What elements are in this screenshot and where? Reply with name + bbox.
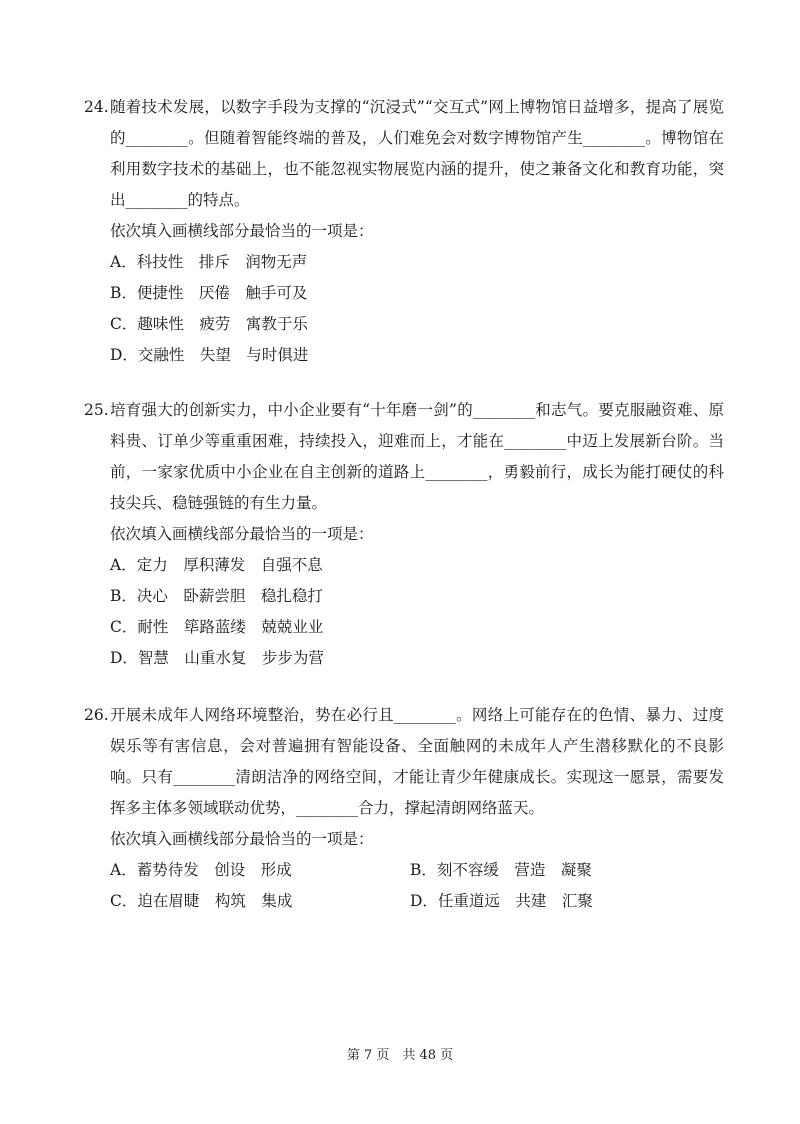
- question-stem: [84, 395, 724, 519]
- option-c[interactable]: C．迫在眉睫 构筑 集成: [110, 892, 293, 910]
- option-a[interactable]: A．科技性 排斥 润物无声: [110, 253, 308, 271]
- option-row: [84, 855, 724, 886]
- question-text: 培育强大的创新实力，中小企业要有“十年磨一剑”的________和志气。要克服融资难、原料贵、订单少等重重困难，持续投入，迎难而上，才能在________中迈上发展新台阶。当前，一家家优质中小企业在自主创新的道路上________，勇毅前行，成长为能打硬仗的科技尖兵、稳链强链的有生力量。: [110, 401, 724, 512]
- option-b[interactable]: B．便捷性 厌倦 触手可及: [110, 284, 308, 302]
- option-c[interactable]: C．耐性 筚路蓝缕 兢兢业业: [110, 618, 324, 636]
- option-d[interactable]: D．任重道远 共建 汇聚: [410, 892, 593, 910]
- question-number: 25.: [84, 401, 109, 419]
- page-footer: 第 7 页 共 48 页: [346, 1048, 454, 1063]
- question-stem: [84, 700, 724, 824]
- question-25: [84, 395, 724, 674]
- question-24: [84, 92, 724, 371]
- question-text: 随着技术发展，以数字手段为支撑的“沉浸式”“交互式”网上博物馆日益增多，提高了展览的________。但随着智能终端的普及，人们难免会对数字博物馆产生________。博物馆在利用数字技术的基础上，也不能忽视实物展览内涵的提升，使之兼备文化和教育功能，突出________的特点。: [110, 98, 724, 209]
- question-instruction: 依次填入画横线部分最恰当的一项是：: [110, 525, 374, 543]
- option-a[interactable]: A．定力 厚积薄发 自强不息: [110, 556, 323, 574]
- question-26: [84, 700, 724, 917]
- option-d[interactable]: D．智慧 山重水复 步步为营: [110, 649, 324, 667]
- question-instruction: 依次填入画横线部分最恰当的一项是：: [110, 222, 374, 240]
- option-row: [84, 886, 724, 917]
- question-stem: [84, 92, 724, 216]
- question-number: 26.: [84, 706, 109, 724]
- question-text: 开展未成年人网络环境整治，势在必行且________。网络上可能存在的色情、暴力、过度娱乐等有害信息，会对普遍拥有智能设备、全面触网的未成年人产生潜移默化的不良影响。只有________清朗洁净的网络空间，才能让青少年健康成长。实现这一愿景，需要发挥多主体多领域联动优势，________合力，撑起清朗网络蓝天。: [110, 706, 724, 817]
- question-instruction: 依次填入画横线部分最恰当的一项是：: [110, 830, 374, 848]
- question-number: 24.: [84, 98, 109, 116]
- option-b[interactable]: B．决心 卧薪尝胆 稳扎稳打: [110, 587, 323, 605]
- option-c[interactable]: C．趣味性 疲劳 寓教于乐: [110, 315, 308, 333]
- option-b[interactable]: B．刻不容缓 营造 凝聚: [410, 861, 592, 879]
- option-d[interactable]: D．交融性 失望 与时俱进: [110, 346, 309, 364]
- option-a[interactable]: A．蓄势待发 创设 形成: [110, 861, 292, 879]
